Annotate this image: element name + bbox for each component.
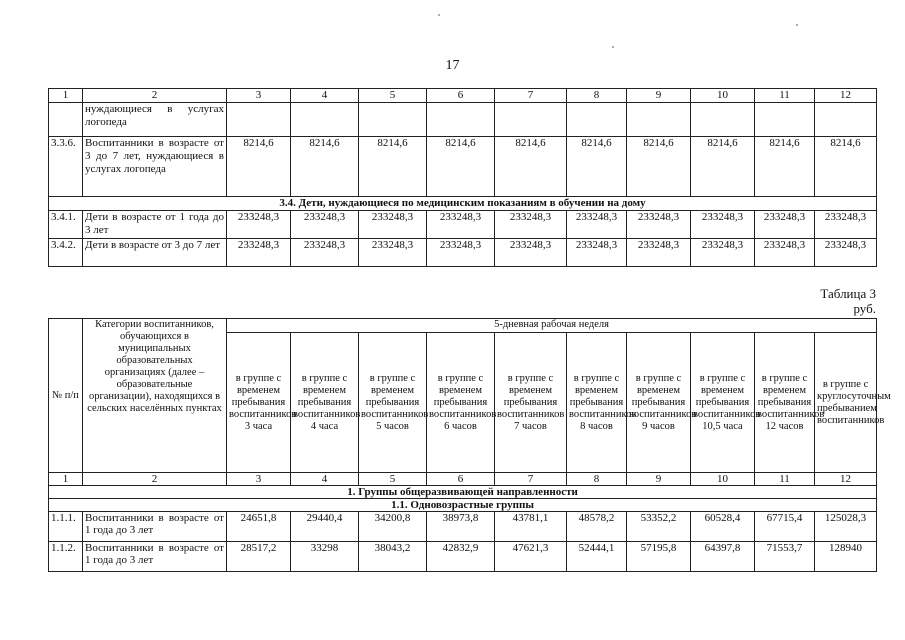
table-row xyxy=(49,542,877,572)
value-cell: 233248,3 xyxy=(755,211,815,239)
value-cell: 233248,3 xyxy=(815,239,877,267)
value-cell: 60528,4 xyxy=(691,512,755,542)
value-cell: 38973,8 xyxy=(427,512,495,542)
value-cell xyxy=(291,103,359,137)
value-cell: 71553,7 xyxy=(755,542,815,572)
value-cell: 33298 xyxy=(291,542,359,572)
subheader-cell: в группе с временем пребывания воспитанников 6 часов xyxy=(427,333,495,473)
value-cell: 233248,3 xyxy=(427,211,495,239)
col-num-cell: 4 xyxy=(291,473,359,486)
scan-speck xyxy=(438,14,440,16)
col-num-cell: 10 xyxy=(691,89,755,103)
value-cell: 8214,6 xyxy=(495,137,567,197)
col-num-cell: 1 xyxy=(49,473,83,486)
section-title: 1. Группы общеразвивающей направленности xyxy=(49,486,877,499)
value-cell: 233248,3 xyxy=(691,239,755,267)
value-cell: 233248,3 xyxy=(627,239,691,267)
section-row xyxy=(49,197,877,211)
value-cell: 233248,3 xyxy=(495,211,567,239)
value-cell: 67715,4 xyxy=(755,512,815,542)
subheader-cell: в группе с временем пребывания воспитанников 10,5 часа xyxy=(691,333,755,473)
row-num-cell: 3.3.6. xyxy=(49,137,83,197)
value-cell xyxy=(567,103,627,137)
value-cell xyxy=(427,103,495,137)
column-number-row xyxy=(49,473,877,486)
value-cell: 8214,6 xyxy=(427,137,495,197)
subheader-cell: в группе с временем пребывания воспитанников 4 часа xyxy=(291,333,359,473)
value-cell xyxy=(495,103,567,137)
section-row xyxy=(49,499,877,512)
value-cell: 28517,2 xyxy=(227,542,291,572)
subheader-cell: в группе с временем пребывания воспитанников 5 часов xyxy=(359,333,427,473)
col-num-cell: 7 xyxy=(495,89,567,103)
value-cell: 53352,2 xyxy=(627,512,691,542)
row-num-cell: 3.4.2. xyxy=(49,239,83,267)
value-cell: 233248,3 xyxy=(227,211,291,239)
subheader-cell: в группе с временем пребывания воспитанников 8 часов xyxy=(567,333,627,473)
section-row xyxy=(49,486,877,499)
value-cell: 8214,6 xyxy=(691,137,755,197)
col-num-cell: 5 xyxy=(359,89,427,103)
currency-unit: руб. xyxy=(853,301,876,316)
table-caption xyxy=(760,286,876,316)
value-cell: 43781,1 xyxy=(495,512,567,542)
value-cell xyxy=(227,103,291,137)
row-label: Воспитанники в возрасте от 1 года до 3 лет xyxy=(83,512,227,542)
col-num-cell: 3 xyxy=(227,473,291,486)
value-cell: 125028,3 xyxy=(815,512,877,542)
value-cell: 48578,2 xyxy=(567,512,627,542)
value-cell: 233248,3 xyxy=(815,211,877,239)
col-num-cell: 11 xyxy=(755,89,815,103)
value-cell: 233248,3 xyxy=(495,239,567,267)
header-category: Категории воспитанников, обучающихся в муниципальных образовательных организациях (далее – образовательные организации), находящихся в сельских населённых пунктах xyxy=(83,319,227,473)
col-num-cell: 9 xyxy=(627,89,691,103)
subheader-cell: в группе с временем пребывания воспитанников 7 часов xyxy=(495,333,567,473)
value-cell: 8214,6 xyxy=(227,137,291,197)
value-cell: 233248,3 xyxy=(755,239,815,267)
value-cell: 8214,6 xyxy=(567,137,627,197)
value-cell: 8214,6 xyxy=(755,137,815,197)
col-num-cell: 2 xyxy=(83,473,227,486)
value-cell: 233248,3 xyxy=(359,239,427,267)
table-row xyxy=(49,211,877,239)
col-num-cell: 8 xyxy=(567,473,627,486)
table-3 xyxy=(48,318,891,572)
subheader-cell: в группе с временем пребывания воспитанников 9 часов xyxy=(627,333,691,473)
value-cell: 8214,6 xyxy=(359,137,427,197)
value-cell xyxy=(627,103,691,137)
table-row xyxy=(49,512,877,542)
subsection-title: 1.1. Одновозрастные группы xyxy=(49,499,877,512)
table-number: Таблица 3 xyxy=(820,286,876,301)
continuation-table xyxy=(48,88,877,267)
value-cell: 233248,3 xyxy=(691,211,755,239)
value-cell: 233248,3 xyxy=(359,211,427,239)
col-num-cell: 10 xyxy=(691,473,755,486)
value-cell: 233248,3 xyxy=(227,239,291,267)
value-cell: 64397,8 xyxy=(691,542,755,572)
value-cell: 34200,8 xyxy=(359,512,427,542)
value-cell: 233248,3 xyxy=(567,211,627,239)
value-cell: 38043,2 xyxy=(359,542,427,572)
row-label: Дети в возрасте от 3 до 7 лет xyxy=(83,239,227,267)
col-num-cell: 6 xyxy=(427,473,495,486)
value-cell: 233248,3 xyxy=(291,211,359,239)
subheader-cell: в группе с временем пребывания воспитанников 12 часов xyxy=(755,333,815,473)
row-label: нуждающиеся в услугах логопеда xyxy=(83,103,227,137)
value-cell xyxy=(691,103,755,137)
value-cell: 233248,3 xyxy=(627,211,691,239)
table-row xyxy=(49,103,877,137)
table-row xyxy=(49,137,877,197)
value-cell: 47621,3 xyxy=(495,542,567,572)
value-cell: 233248,3 xyxy=(567,239,627,267)
value-cell xyxy=(359,103,427,137)
col-num-cell: 4 xyxy=(291,89,359,103)
value-cell: 8214,6 xyxy=(291,137,359,197)
value-cell: 52444,1 xyxy=(567,542,627,572)
scan-speck xyxy=(796,24,798,26)
row-num-cell: 1.1.2. xyxy=(49,542,83,572)
col-num-cell: 6 xyxy=(427,89,495,103)
header-num: № п/п xyxy=(49,319,83,473)
row-label: Воспитанники в возрасте от 1 года до 3 лет xyxy=(83,542,227,572)
row-label: Дети в возрасте от 1 года до 3 лет xyxy=(83,211,227,239)
col-num-cell: 12 xyxy=(815,89,877,103)
col-num-cell: 8 xyxy=(567,89,627,103)
row-num-cell: 1.1.1. xyxy=(49,512,83,542)
value-cell: 24651,8 xyxy=(227,512,291,542)
value-cell xyxy=(815,103,877,137)
column-number-row xyxy=(49,89,877,103)
row-num-cell xyxy=(49,103,83,137)
value-cell: 8214,6 xyxy=(627,137,691,197)
section-title: 3.4. Дети, нуждающиеся по медицинским показаниям в обучении на дому xyxy=(49,197,877,211)
col-num-cell: 7 xyxy=(495,473,567,486)
value-cell: 128940 xyxy=(815,542,877,572)
header-week: 5-дневная рабочая неделя xyxy=(227,319,877,333)
header-row xyxy=(49,319,877,333)
row-label: Воспитанники в возрасте от 3 до 7 лет, нуждающиеся в услугах логопеда xyxy=(83,137,227,197)
table-row xyxy=(49,239,877,267)
col-num-cell: 12 xyxy=(815,473,877,486)
col-num-cell: 11 xyxy=(755,473,815,486)
value-cell: 57195,8 xyxy=(627,542,691,572)
value-cell: 42832,9 xyxy=(427,542,495,572)
col-num-cell: 2 xyxy=(83,89,227,103)
value-cell xyxy=(755,103,815,137)
page-number: 17 xyxy=(445,58,460,73)
col-num-cell: 5 xyxy=(359,473,427,486)
value-cell: 8214,6 xyxy=(815,137,877,197)
subheader-cell: в группе с временем пребывания воспитанников 3 часа xyxy=(227,333,291,473)
subheader-cell: в группе с круглосуточным пребыванием воспитанников xyxy=(815,333,877,473)
value-cell: 233248,3 xyxy=(291,239,359,267)
col-num-cell: 3 xyxy=(227,89,291,103)
col-num-cell: 9 xyxy=(627,473,691,486)
row-num-cell: 3.4.1. xyxy=(49,211,83,239)
scan-speck xyxy=(612,46,614,48)
value-cell: 233248,3 xyxy=(427,239,495,267)
value-cell: 29440,4 xyxy=(291,512,359,542)
col-num-cell: 1 xyxy=(49,89,83,103)
